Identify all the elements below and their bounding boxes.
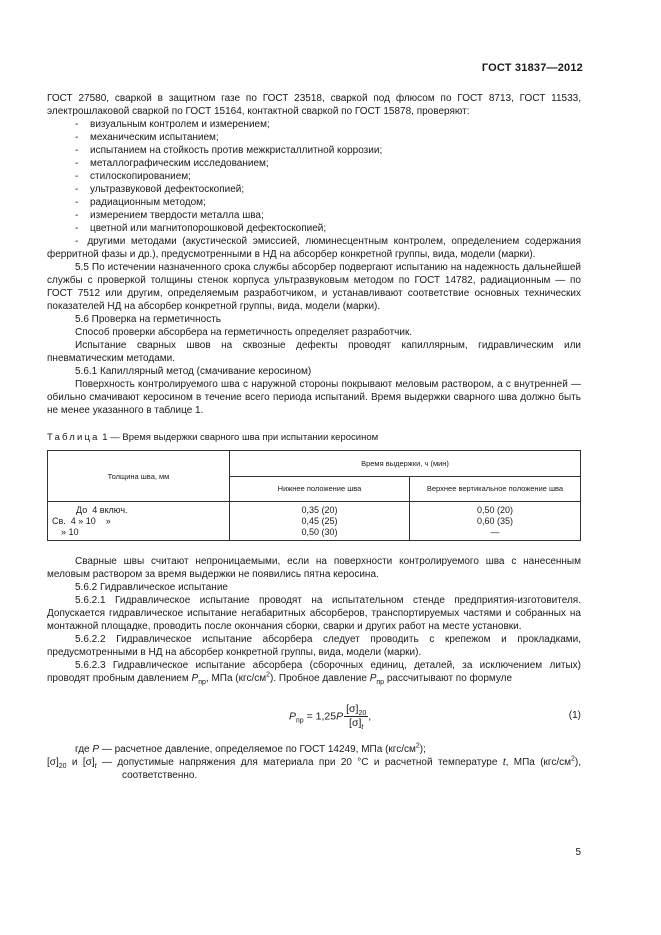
formula-fraction: $\frac{[\sigma]_{20}}{[\sigma]_t}$ [346, 703, 367, 732]
header-lower-position: Нижнее положение шва [230, 476, 410, 502]
method-item: - другими методами (акустической эмиссией, люминесцентным контролем, определением содержания ферритной фазы и др.), предусмотренными в НД на абсорбер конкретной группы, вида, модели (марки). [47, 236, 581, 260]
table-row: » 10 0,50 (30) — [48, 527, 581, 541]
intro-paragraph: ГОСТ 27580, сваркой в защитном газе по ГОСТ 23518, сваркой под флюсом по ГОСТ 8713, ГОСТ 11533, электрошлаковой сваркой по ГОСТ 15164, контактной сваркой по ГОСТ 15878, проверяют: [47, 93, 581, 117]
paragraph-after-table: Сварные швы считают непроницаемыми, если на поверхности контролируемого шва с нанесенным меловым раствором за время выдержки не появились пятна керосина. [47, 556, 581, 580]
formula-number: (1) [568, 710, 581, 721]
table-row: До 4 включ. 0,35 (20) 0,50 (20) [48, 502, 581, 517]
formula-expression: $P_{пр} = 1,25P$ $\frac{[\sigma]_{20}}{[\sigma]_t}$ , [289, 703, 372, 732]
header-upper-vertical-position: Верхнее вертикальное положение шва [410, 476, 581, 502]
table-caption: Таблица 1 — Время выдержки сварного шва при испытании керосином [47, 432, 379, 443]
document-body [47, 92, 581, 782]
header-thickness: Толщина шва, мм [48, 451, 230, 502]
heading-5-6: 5.6 Проверка на герметичность [75, 314, 222, 325]
paragraph-5-6-2-1: 5.6.2.1 Гидравлическое испытание проводят на испытательном стенде предприятия-изготовителя. Допускается гидравлическое испытание негабаритных абсорберов, транспортируемых частями и собранных на монтажной площадке, проводить после окончания сборки, сварки и других работ на месте установки. [47, 595, 581, 632]
methods-list [47, 118, 581, 261]
method-item: - визуальным контролем и измерением; [75, 119, 270, 130]
document-code-header: ГОСТ 31837—2012 [481, 62, 583, 74]
paragraph-5-6-1: Поверхность контролируемого шва с наружной стороны покрывают меловым раствором, а с внутренней — обильно смачивают керосином в течение всего периода испытаний. Время выдержки сварного шва должно быть не менее указанного в таблице 1. [47, 379, 581, 416]
heading-5-6-1: 5.6.1 Капиллярный метод (смачивание керосином) [75, 366, 312, 377]
method-item: - измерением твердости металла шва; [75, 210, 264, 221]
header-exposure-time: Время выдержки, ч (мин) [230, 451, 581, 477]
formula-legend [47, 743, 581, 782]
heading-5-6-2: 5.6.2 Гидравлическое испытание [75, 582, 228, 593]
method-item: - стилоскопированием; [75, 171, 191, 182]
method-item: - испытанием на стойкость против межкристаллитной коррозии; [75, 145, 383, 156]
paragraph-5-6-b: Испытание сварных швов на сквозные дефекты проводят капиллярным, гидравлическим или пневматическим методами. [47, 340, 581, 364]
table-row: Св. 4 » 10 » 0,45 (25) 0,60 (35) [48, 516, 581, 527]
legend-line-p: где P — расчетное давление, определяемое по ГОСТ 14249, МПа $(кгс/см^2)$; [75, 742, 426, 755]
exposure-time-table [47, 450, 581, 541]
method-item: - металлографическим исследованием; [75, 158, 269, 169]
page-number: 5 [575, 847, 581, 858]
method-item: - цветной или магнитопорошковой дефектоскопией; [75, 223, 327, 234]
paragraph-5-5: 5.5 По истечении назначенного срока службы абсорбер подвергают испытанию на надежность дальнейшей службы с проверкой толщины стенок корпуса ультразвуковым методом по ГОСТ 14782, радиационным — по ГОСТ 7512 или другим, определяемым разработчиком, и устанавливают соответствие основных технических показателей НД на абсорбер конкретной группы, вида, модели (марки). [47, 262, 581, 312]
method-item: - механическим испытанием; [75, 132, 219, 143]
method-item: - ультразвуковой дефектоскопией; [75, 184, 245, 195]
paragraph-5-6-a: Способ проверки абсорбера на герметичность определяет разработчик. [75, 327, 413, 338]
paragraph-5-6-2-3: 5.6.2.3 Гидравлическое испытание абсорбера (сборочных единиц, деталей, за исключением литых) проводят пробным давлением $P_{пр}$, МПа $(кгс/см^2)$. Пробное давление $P_{пр}$ рассчитывают по формуле [47, 660, 581, 686]
method-item: - радиационным методом; [75, 197, 206, 208]
legend-line-sigma: $[\sigma]_{20}$ и $[\sigma]_t$ — допустимые напряжения для материала при 20 °С и расчетной температуре t, МПа $(кгс/см^2)$, соответственно. [47, 755, 582, 781]
paragraph-5-6-2-2: 5.6.2.2 Гидравлическое испытание абсорбера следует проводить с крепежом и прокладками, предусмотренными в НД на абсорбер конкретной группы, вида, модели (марки). [47, 634, 581, 658]
formula-1 [47, 695, 581, 739]
